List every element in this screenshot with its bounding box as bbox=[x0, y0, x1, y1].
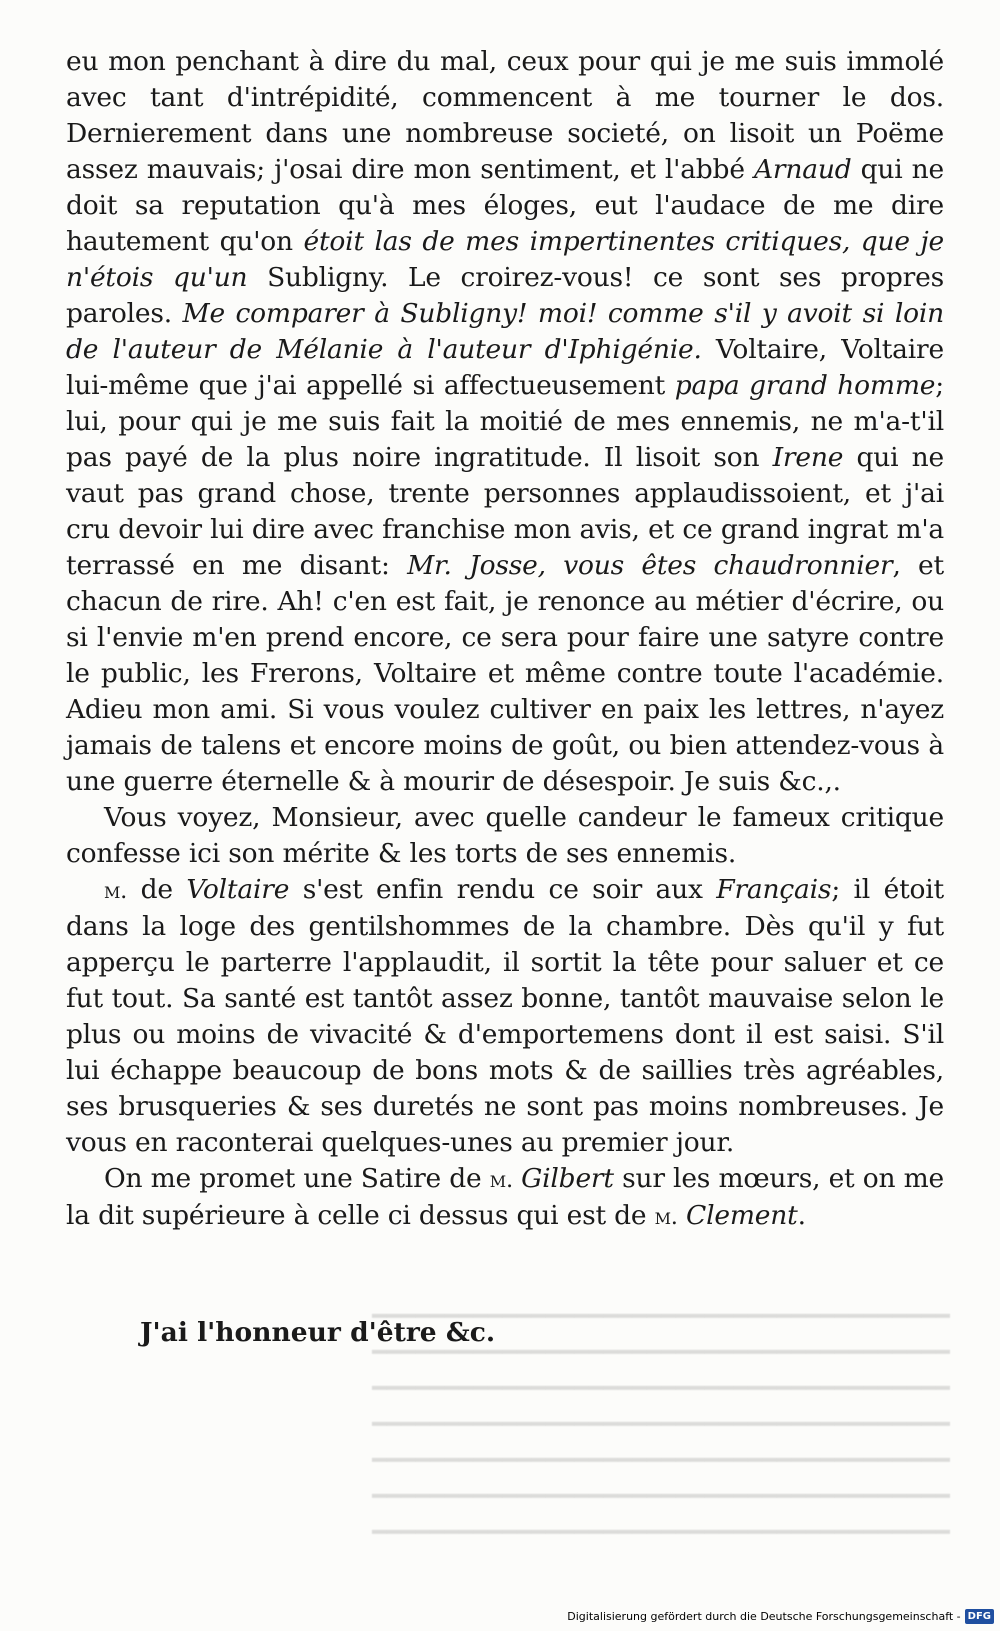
paragraph-1 bbox=[66, 44, 944, 800]
text-run: ; il étoit dans la loge des gentilshommes de la chambre. Dès qu'il y fut apperçu le parterre l'applaudit, il sortit la tête pour saluer et ce fut tout. Sa santé est tantôt assez bonne, tantôt mauvaise selon le plus ou moins de vivacité & d'emportemens dont il est saisi. S'il lui échappe beaucoup de bons mots & de saillies très agréables, ses brusqueries & ses duretés ne sont pas moins nombreuses. Je vous en raconterai quelques-unes au premier jour. bbox=[66, 874, 944, 1158]
paragraph-2 bbox=[66, 800, 944, 872]
text-run: de bbox=[127, 874, 187, 905]
dfg-logo: DFG bbox=[965, 1609, 994, 1624]
text-run: On me promet une Satire de bbox=[104, 1163, 490, 1194]
text-run: Voltaire, Voltaire lui-même que j'ai appellé si affectueusement bbox=[66, 334, 945, 401]
italic-run: étoit las de mes impertinentes critiques, que je n'étois qu'un bbox=[66, 226, 944, 293]
text-run: qui ne doit sa reputation qu'à mes éloges, eut l'audace de me dire hautement qu'on bbox=[66, 154, 945, 257]
italic-run: Me comparer à Subligny! moi! comme s'il y avoit si loin de l'auteur de Mélanie à l'auteur d'Iphigénie. bbox=[66, 298, 944, 365]
italic-run: Français bbox=[716, 874, 832, 905]
small-caps-run: m. bbox=[104, 878, 128, 904]
text-run: eu mon penchant à dire du mal, ceux pour qui je me suis immolé avec tant d'intrépidité, commencent à me tourner le dos. Dernierement dans une nombreuse societé, on lisoit un Poëme assez mauvais; j'osai dire mon sentiment, et l'abbé bbox=[66, 46, 944, 185]
text-run: Subligny. Le croirez-vous! ce sont ses propres paroles. bbox=[66, 262, 944, 329]
text-run bbox=[513, 1163, 521, 1194]
text-run: , et chacun de rire. Ah! c'en est fait, je renonce au métier d'écrire, ou si l'envie m'en prend encore, ce sera pour faire une satyre contre le public, les Frerons, Voltaire et même contre toute l'académie. Adieu mon ami. Si vous voulez cultiver en paix les lettres, n'ayez jamais de talens et encore moins de goût, ou bien attendez-vous à une guerre éternelle & à mourir de désespoir. Je suis &c.,. bbox=[66, 550, 944, 797]
text-run: qui ne vaut pas grand chose, trente personnes applaudissoient, et j'ai cru devoir lui dire avec franchise mon avis, et ce grand ingrat m'a terrassé en me disant: bbox=[66, 442, 944, 581]
italic-run: Arnaud bbox=[753, 154, 852, 185]
text-run bbox=[678, 1200, 686, 1231]
paragraph-4 bbox=[66, 1161, 944, 1235]
text-run: ; lui, pour qui je me suis fait la moitié de mes ennemis, ne m'a-t'il pas payé de la plus noire ingratitude. Il lisoit son bbox=[66, 370, 944, 473]
small-caps-run: m. bbox=[489, 1167, 513, 1193]
italic-run: Voltaire bbox=[186, 874, 290, 905]
italic-run: Gilbert bbox=[521, 1163, 614, 1194]
show-through-text: ━━━━━━━━━━━━━━━━━━━━━━━━━━━━━━━━━━━━━━━━ ━━━━━━━━━━━━━━━━━━━━━━━━━━━━━━━━━━━━━━━━ ━━━━━━━━━━━━━━━━━━━━━━━━━━━━━━━━━━━━━━━━ ━━━━━━━━━━━━━━━━━━━━━━━━━━━━━━━━━━━━━━━━ ━━━━━━━━━━━━━━━━━━━━━━━━━━━━━━━━━━━━━━━━ ━━━━━━━━━━━━━━━━━━━━━━━━━━━━━━━━━━━━━━━━ ━━━━━━━━━━━━━━━━━━━━━━━━━━━━━━━━━━━━━━━━ bbox=[372, 1302, 950, 1546]
text-run: . bbox=[797, 1200, 806, 1231]
digitization-footer bbox=[567, 1605, 994, 1627]
paragraph-3 bbox=[66, 872, 944, 1161]
italic-run: Clement bbox=[686, 1200, 798, 1231]
body-text bbox=[66, 44, 944, 1235]
italic-run: Irene bbox=[772, 442, 844, 473]
text-run: Vous voyez, Monsieur, avec quelle candeur le fameux critique confesse ici son mérite & les torts de ses ennemis. bbox=[66, 802, 944, 869]
closing-formula: J'ai l'honneur d'être &c. bbox=[140, 1317, 496, 1348]
footer-credit: Digitalisierung gefördert durch die Deutsche Forschungsgemeinschaft - bbox=[567, 1609, 961, 1623]
italic-run: Mr. Josse, vous êtes chaudronnier bbox=[407, 550, 893, 581]
text-run: s'est enfin rendu ce soir aux bbox=[289, 874, 717, 905]
italic-run: papa grand homme bbox=[674, 370, 936, 401]
text-run: sur les mœurs, et on me la dit supérieure à celle ci dessus qui est de bbox=[66, 1163, 945, 1231]
small-caps-run: m. bbox=[654, 1204, 678, 1230]
